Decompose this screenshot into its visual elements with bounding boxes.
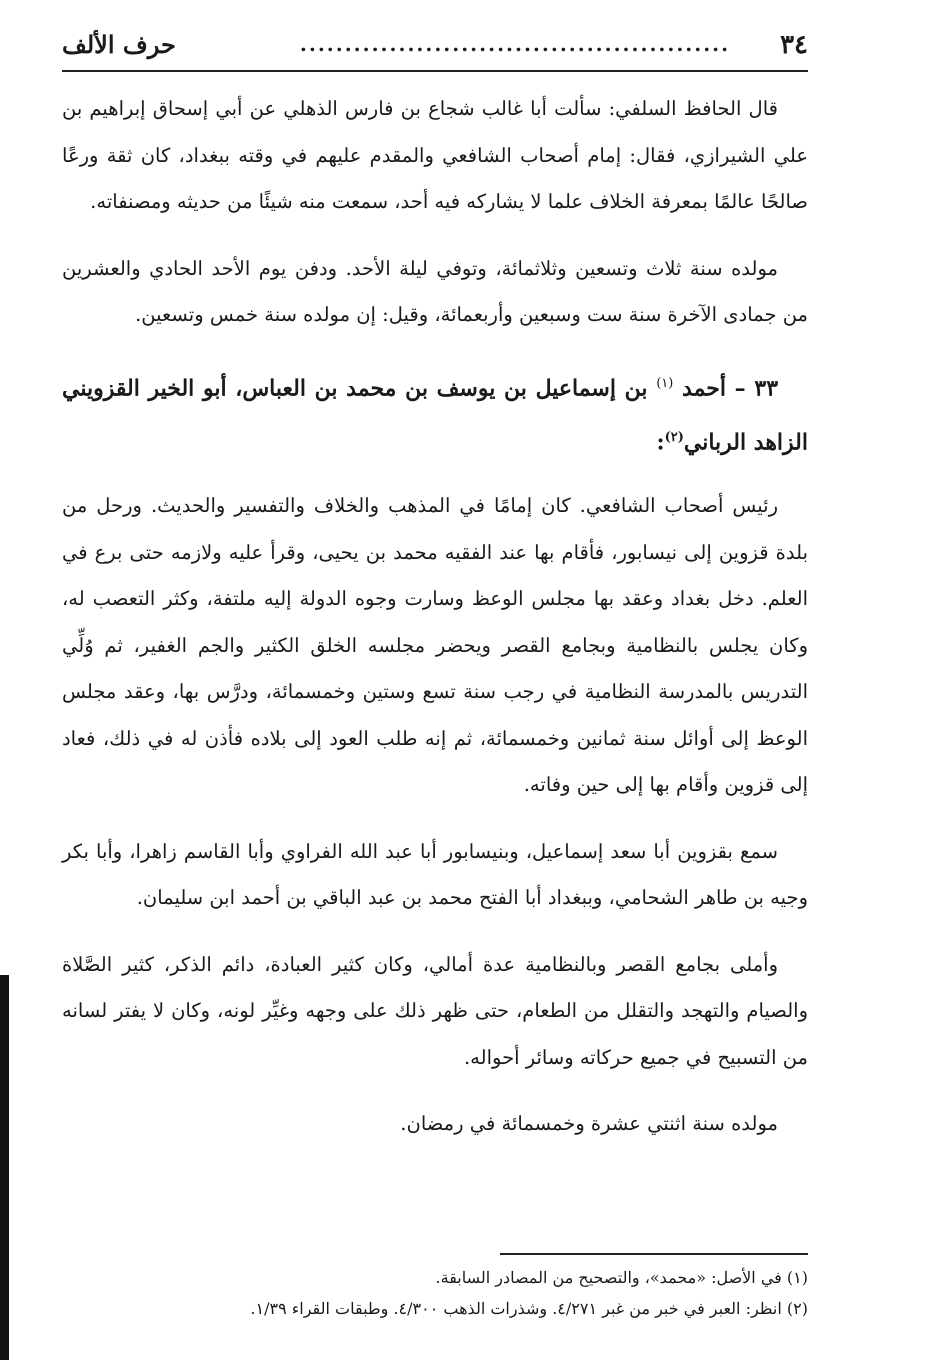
paragraph-silafi-quote: قال الحافظ السلفي: سألت أبا غالب شجاع بن فارس الذهلي عن أبي إسحاق إبراهيم بن علي الشيرازي، فقال: إمام أصحاب الشافعي والمقدم عليهم في وقته ببغداد، كان ثقة ورعًا صالحًا عالمًا بمعرفة الخلاف علما لا يشاركه فيه أحد، سمعت منه شيئًا من حديثه ومصنفاته. [62, 97, 808, 213]
paragraph-teachers: سمع بقزوين أبا سعد إسماعيل، وبنيسابور أبا عبد الله الفراوي وأبا القاسم زاهرا، وأبا بكر وجيه بن طاهر الشحامي، وببغداد أبا الفتح محمد بن عبد الباقي بن أحمد ابن سليمان. [62, 839, 808, 910]
footnote-divider [500, 1253, 808, 1255]
main-text [62, 86, 808, 1168]
entry-number-name: ٣٣ – أحمد [682, 374, 779, 401]
footnotes [62, 1262, 808, 1324]
scan-binding-shadow [0, 975, 9, 1360]
paragraph-biography: رئيس أصحاب الشافعي. كان إمامًا في المذهب والخلاف والتفسير والحديث. ورحل من بلدة قزوين إلى نيسابور، فأقام بها عند الفقيه محمد بن يحيى، وقرأ عليه ولازمه حتى برع في العلم. دخل بغداد وعقد بها مجلس الوعظ وسارت وجوه الدولة إليه ملتفة، وكثر التعصب له، وكان يجلس بالنظامية وبجامع القصر ويحضر مجلسه الخلق الكثير والجم الغفير، ثم وُلِّي التدريس بالمدرسة النظامية في رجب سنة تسع وستين وخمسمائة، ودرَّس بها، وعقد مجلس الوعظ إلى أوائل سنة ثمانين وخمسمائة، ثم إنه طلب العود إلى بلاده فأذن له في ذلك، فعاد إلى قزوين وأقام بها إلى حين وفاته. [62, 494, 808, 797]
footnote-ref-2: (٢) [664, 429, 684, 445]
paragraph-birth-death: مولده سنة ثلاث وتسعين وثلاثمائة، وتوفي ليلة الأحد. ودفن يوم الأحد الحادي والعشرين من جمادى الآخرة سنة ست وسبعين وأربعمائة، وقيل: إن مولده سنة خمس وتسعين. [62, 256, 808, 326]
entry-full-name: بن إسماعيل بن يوسف بن محمد بن العباس، أبو الخير القزويني الزاهد الرباني [62, 374, 808, 456]
footnote-1: (١) في الأصل: «محمد»، والتصحيح من المصادر السابقة. [435, 1268, 808, 1287]
paragraph-devotion: وأملى بجامع القصر وبالنظامية عدة أمالي، وكان كثير العبادة، دائم الذكر، كثير الصَّلاة والصيام والتهجد والتقلل من الطعام، حتى ظهر ذلك على وجهه وغيِّر لونه، وكان لا يفتر لسانه من التسبيح في جميع حركاته وسائر أحواله. [62, 952, 808, 1069]
page-number: ٣٤ [780, 30, 808, 60]
paragraph-birth-year: مولده سنة اثنتي عشرة وخمسمائة في رمضان. [400, 1112, 778, 1136]
footnote-ref-1: (١) [656, 375, 674, 391]
footnote-2: (٢) انظر: العبر في خبر من غبر ٤/٢٧١. وشذرات الذهب ٤/٣٠٠. وطبقات القراء ١/٣٩. [250, 1299, 808, 1318]
entry-heading [62, 359, 808, 468]
chapter-title: حرف الألف [62, 30, 176, 59]
header-divider [62, 70, 808, 72]
running-header [62, 28, 808, 68]
header-leader-dots: ................................................ [299, 32, 731, 56]
entry-colon: : [656, 429, 665, 456]
